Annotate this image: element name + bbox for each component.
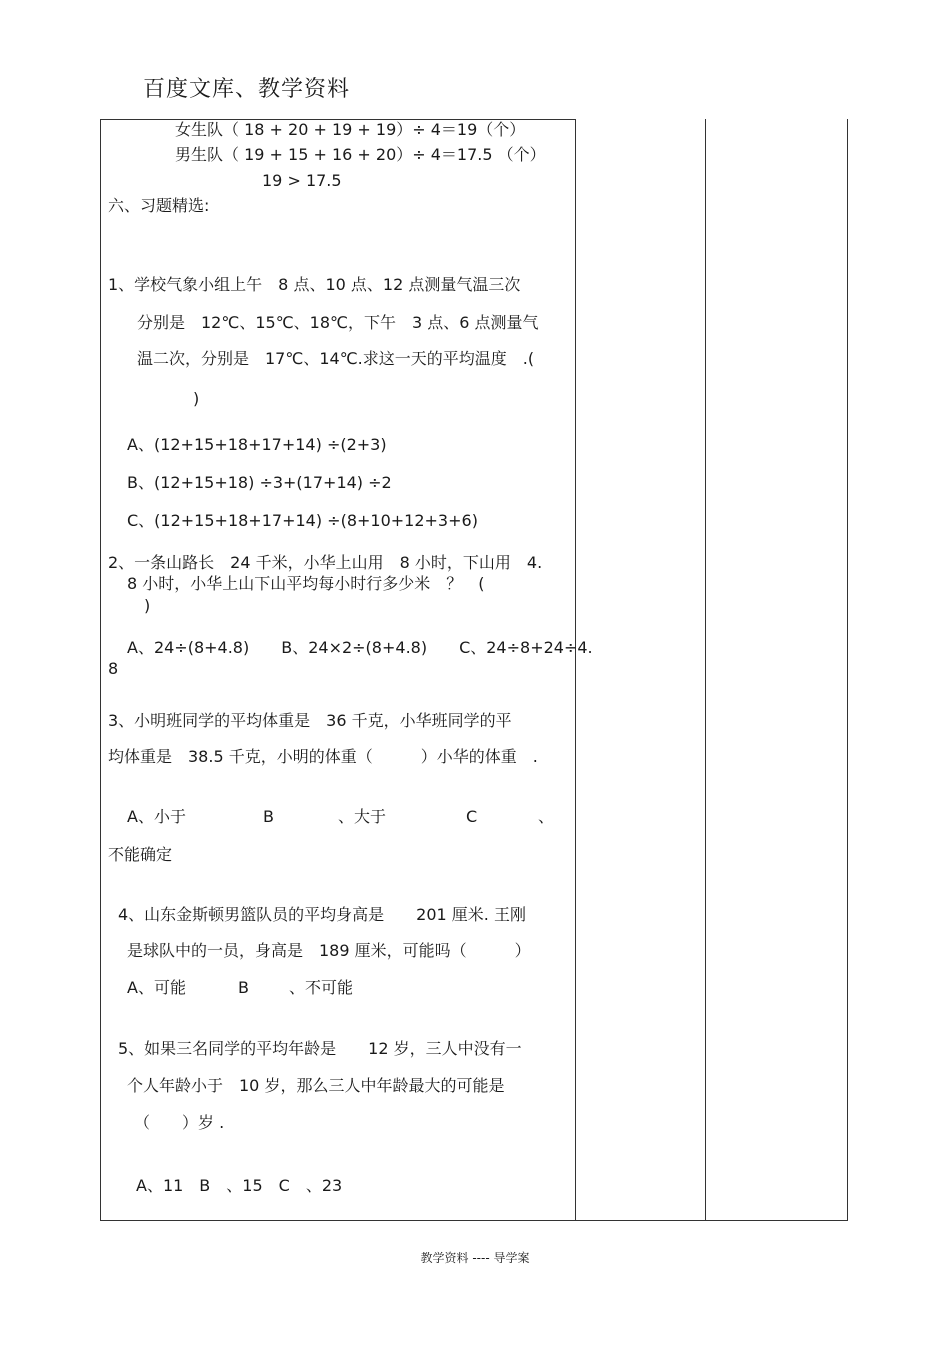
section-title: 六、习题精选: — [108, 196, 210, 215]
q3-option-c-text: 不能确定 — [108, 845, 173, 864]
q3-line2: 均体重是 38.5 千克，小明的体重（ ）小华的体重 . — [108, 747, 538, 766]
q3-option-a: A、小于 — [127, 807, 186, 826]
q5-line1: 5、如果三名同学的平均年龄是 12 岁，三人中没有一 — [118, 1039, 522, 1058]
q3-option-b-text: 、大于 — [338, 807, 387, 826]
q2-options-cont: 8 — [108, 659, 119, 678]
q2-line3: ) — [144, 596, 151, 615]
q1-line1: 1、学校气象小组上午 8 点、10 点、12 点测量气温三次 — [108, 275, 521, 294]
q4-line2: 是球队中的一员，身高是 189 厘米，可能吗（ ） — [127, 941, 531, 960]
q3-option-b-letter: B — [263, 807, 274, 826]
q1-option-c: C、(12+15+18+17+14) ÷(8+10+12+3+6) — [127, 511, 478, 530]
table-right-border — [847, 119, 848, 1221]
q4-option-b-text: 、不可能 — [289, 978, 354, 997]
q2-line1: 2、一条山路长 24 千米，小华上山用 8 小时，下山用 4. — [108, 553, 543, 572]
q3-option-c-letter: C — [466, 807, 478, 826]
q4-option-b-letter: B — [238, 978, 249, 997]
q4-option-a: A、可能 — [127, 978, 186, 997]
table-divider-2 — [705, 119, 706, 1221]
table-bottom-border — [100, 1220, 848, 1221]
table-left-border — [100, 119, 101, 1221]
q1-line3: 温二次，分别是 17℃、14℃.求这一天的平均温度 .( — [137, 349, 535, 368]
page-footer: 教学资料 ---- 导学案 — [420, 1251, 530, 1265]
q1-option-b: B、(12+15+18) ÷3+(17+14) ÷2 — [127, 473, 392, 492]
q5-line3: （ ）岁 . — [134, 1113, 225, 1132]
q5-options: A、11 B 、15 C 、23 — [136, 1176, 343, 1195]
q2-line2: 8 小时，小华上山下山平均每小时行多少米 ？ ( — [127, 574, 485, 593]
q2-options: A、24÷(8+4.8) B、24×2÷(8+4.8) C、24÷8+24÷4. — [127, 638, 593, 657]
q3-option-c-sep: 、 — [538, 807, 555, 826]
q5-line2: 个人年龄小于 10 岁，那么三人中年龄最大的可能是 — [127, 1076, 505, 1095]
girls-calc: 女生队（ 18 + 20 + 19 + 19）÷ 4＝19（个） — [175, 120, 526, 139]
q1-option-a: A、(12+15+18+17+14) ÷(2+3) — [127, 435, 387, 454]
q3-line1: 3、小明班同学的平均体重是 36 千克，小华班同学的平 — [108, 711, 512, 730]
page-header-title: 百度文库、教学资料 — [143, 77, 351, 102]
q1-line4: ) — [193, 389, 200, 408]
boys-calc: 男生队（ 19 + 15 + 16 + 20）÷ 4＝17.5 （个） — [175, 145, 546, 164]
q1-line2: 分别是 12℃、15℃、18℃，下午 3 点、6 点测量气 — [137, 313, 539, 332]
q4-line1: 4、山东金斯顿男篮队员的平均身高是 201 厘米. 王刚 — [118, 905, 526, 924]
table-divider-1 — [575, 119, 576, 1221]
compare-result: 19 > 17.5 — [262, 171, 342, 190]
